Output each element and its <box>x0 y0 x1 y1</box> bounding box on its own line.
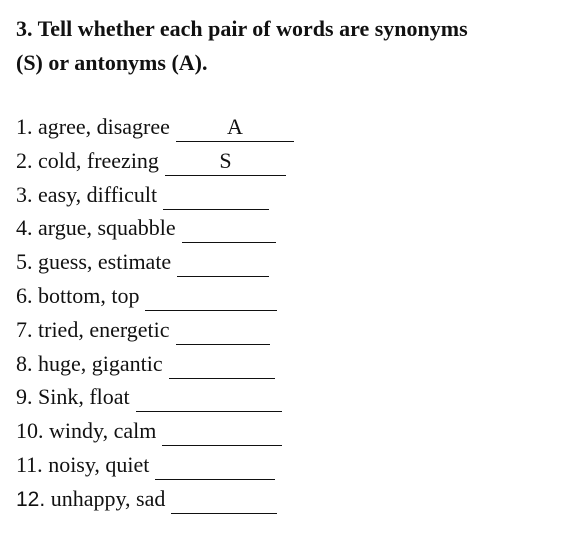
word-pair: tried, energetic <box>38 316 170 342</box>
list-item <box>16 110 294 144</box>
item-number: 4. <box>16 215 33 241</box>
answer-blank[interactable] <box>155 457 275 480</box>
list-item <box>16 211 294 245</box>
answer-blank[interactable] <box>169 356 275 379</box>
list-item <box>16 313 294 347</box>
item-number: 8. <box>16 350 33 376</box>
answer-blank[interactable] <box>163 187 269 210</box>
list-item <box>16 482 294 516</box>
item-number: 11. <box>16 451 43 477</box>
word-pair: argue, squabble <box>38 215 176 241</box>
word-pair: huge, gigantic <box>38 350 163 376</box>
item-number: 10. <box>16 418 44 444</box>
item-number: 6. <box>16 282 33 308</box>
list-item <box>16 380 294 414</box>
item-number: 3. <box>16 181 33 207</box>
list-item <box>16 448 294 482</box>
word-pair: cold, freezing <box>38 147 159 173</box>
word-pair: agree, disagree <box>38 114 170 139</box>
answer-blank[interactable] <box>176 322 270 345</box>
word-pair: bottom, top <box>38 282 140 308</box>
answer-blank[interactable] <box>136 389 282 412</box>
heading-line-2: (S) or antonyms (A). <box>16 50 208 75</box>
section-heading <box>16 12 578 80</box>
list-item <box>16 144 294 178</box>
item-number: 1. <box>16 114 33 139</box>
list-item <box>16 245 294 279</box>
item-number: 9. <box>16 384 33 410</box>
answer-blank[interactable] <box>177 254 269 277</box>
word-pair: Sink, float <box>38 384 130 410</box>
answer-blank[interactable] <box>171 491 277 514</box>
word-pair: noisy, quiet <box>48 451 150 477</box>
answer-text: A <box>226 114 243 139</box>
list-item <box>16 414 294 448</box>
answer-blank[interactable] <box>176 114 294 142</box>
word-pair: unhappy, sad <box>50 485 166 511</box>
list-item <box>16 279 294 313</box>
answer-text: S <box>219 147 232 173</box>
item-number: 5. <box>16 249 33 275</box>
list-item <box>16 347 294 381</box>
word-pair-list <box>16 110 294 516</box>
list-item <box>16 178 294 212</box>
item-number: 7. <box>16 316 33 342</box>
answer-blank[interactable] <box>182 220 276 243</box>
heading-line-1: 3. Tell whether each pair of words are synonyms <box>16 16 468 41</box>
answer-blank[interactable] <box>165 147 286 176</box>
word-pair: guess, estimate <box>38 249 172 275</box>
word-pair: windy, calm <box>49 418 157 444</box>
word-pair: easy, difficult <box>38 181 158 207</box>
answer-blank[interactable] <box>145 288 277 311</box>
item-number: 2. <box>16 147 33 173</box>
item-number: 12. <box>16 487 46 511</box>
answer-blank[interactable] <box>162 423 282 446</box>
